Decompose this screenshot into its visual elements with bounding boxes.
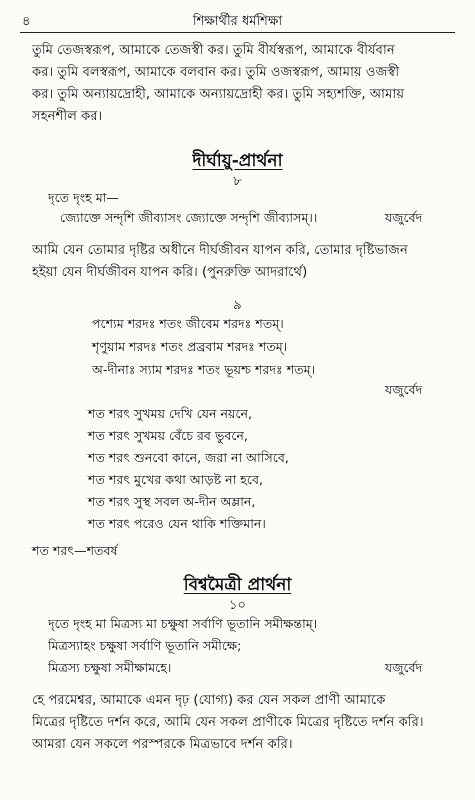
poem-line: শত শরৎ সুখময় দেখি যেন নয়নে, bbox=[88, 406, 253, 421]
verse-line: দৃতে দৃংহ মা— bbox=[48, 190, 120, 205]
verse-line: শৃণুয়াম শরদঃ শতং প্রব্রবাম শরদঃ শতম্। bbox=[92, 339, 288, 354]
poem-line: শত শরৎ মুখের কথা আড়ষ্ট না হবে, bbox=[88, 472, 263, 487]
intro-line: কর। তুমি বলস্বরূপ, আমাকে বলবান কর। তুমি ওজস্বরূপ, আমায় ওজস্বী bbox=[32, 65, 400, 80]
verse-source: যজুর্বেদ bbox=[385, 660, 423, 675]
intro-line: সহনশীল কর। bbox=[32, 109, 103, 124]
poem-line: শত শরৎ সুখময় বেঁচে রব ভুবনে, bbox=[88, 428, 248, 443]
section-heading-longevity-prayer: দীর্ঘায়ু-প্রার্থনা bbox=[192, 151, 283, 171]
verse-number: ১০ bbox=[229, 598, 246, 613]
header-rule bbox=[20, 32, 455, 33]
meaning-line: আমরা যেন সকলে পরস্পরকে মিত্রভাবে দর্শন করি। bbox=[32, 737, 293, 752]
poem-line: শত শরৎ পরেও যেন থাকি শক্তিমান। bbox=[88, 516, 266, 531]
meaning-line: মিত্রের দৃষ্টিতে দর্শন করে, আমি যেন সকল প্রাণীকে মিত্রের দৃষ্টিতে দর্শন করি। bbox=[32, 715, 424, 730]
poem-line: শত শরৎ সুস্থ সবল অ-দীন অম্লান, bbox=[88, 494, 256, 509]
meaning-paragraph bbox=[32, 690, 453, 756]
page-number: ৪ bbox=[22, 14, 31, 29]
verse-line: পশ্যেম শরদঃ শতং জীবেম শরদঃ শতম্। bbox=[92, 316, 284, 331]
verse-source: যজুর্বেদ bbox=[385, 382, 423, 397]
poem-line: শত শরৎ শুনবো কানে, জরা না আসিবে, bbox=[88, 450, 289, 465]
verse-line: দৃতে দৃংহ মা মিত্রস্য মা চক্ষুষা সর্বাণি ভূতানি সমীক্ষন্তাম্। bbox=[48, 616, 318, 631]
running-title: শিক্ষার্থীর ধর্মশিক্ষা bbox=[192, 14, 283, 29]
meaning-line: আমি যেন তোমার দৃষ্টির অধীনে দীর্ঘজীবন যাপন করি, তোমার দৃষ্টিভাজন bbox=[32, 243, 408, 258]
meaning-line: হইয়া যেন দীর্ঘজীবন যাপন করি। (পুনরুক্তি আদরার্থে) bbox=[32, 265, 308, 280]
intro-line: কর। তুমি অন্যায়দ্রোহী, আমাকে অন্যায়দ্রোহী কর। তুমি সহ্যশক্তি, আমায় bbox=[32, 87, 405, 102]
gloss-note: শত শরৎ—শতবর্ষ bbox=[32, 543, 118, 558]
verse-number: ৮ bbox=[233, 174, 242, 189]
meaning-line: হে পরমেশ্বর, আমাকে এমন দৃঢ় (যোগ্য) কর যেন সকল প্রাণী আমাকে bbox=[32, 693, 386, 708]
intro-paragraph bbox=[32, 40, 453, 128]
running-header bbox=[0, 12, 475, 32]
verse-number: ৯ bbox=[233, 298, 242, 313]
verse-line: মিত্রস্যাহং চক্ষুষা সর্বাণি ভূতানি সমীক্ষে; bbox=[48, 638, 242, 653]
meaning-paragraph bbox=[32, 240, 453, 284]
intro-line: তুমি তেজস্বরূপ, আমাকে তেজস্বী কর। তুমি বীর্যস্বরূপ, আমাকে বীর্যবান bbox=[32, 43, 395, 58]
verse-line: মিত্রস্য চক্ষুষা সমীক্ষামহে। bbox=[48, 660, 172, 675]
verse-line: অ-দীনাঃ স্যাম শরদঃ শতং ভূয়শ্চ শরদঃ শতম্। bbox=[92, 362, 316, 377]
verse-source: যজুর্বেদ bbox=[385, 210, 423, 225]
verse-line: জ্যোক্তে সন্দৃশি জীব্যাসং জ্যোক্তে সন্দৃশি জীব্যাসম্।। bbox=[60, 210, 318, 225]
section-heading-universal-friendship-prayer: বিশ্বমৈত্রী প্রার্থনা bbox=[183, 575, 292, 595]
